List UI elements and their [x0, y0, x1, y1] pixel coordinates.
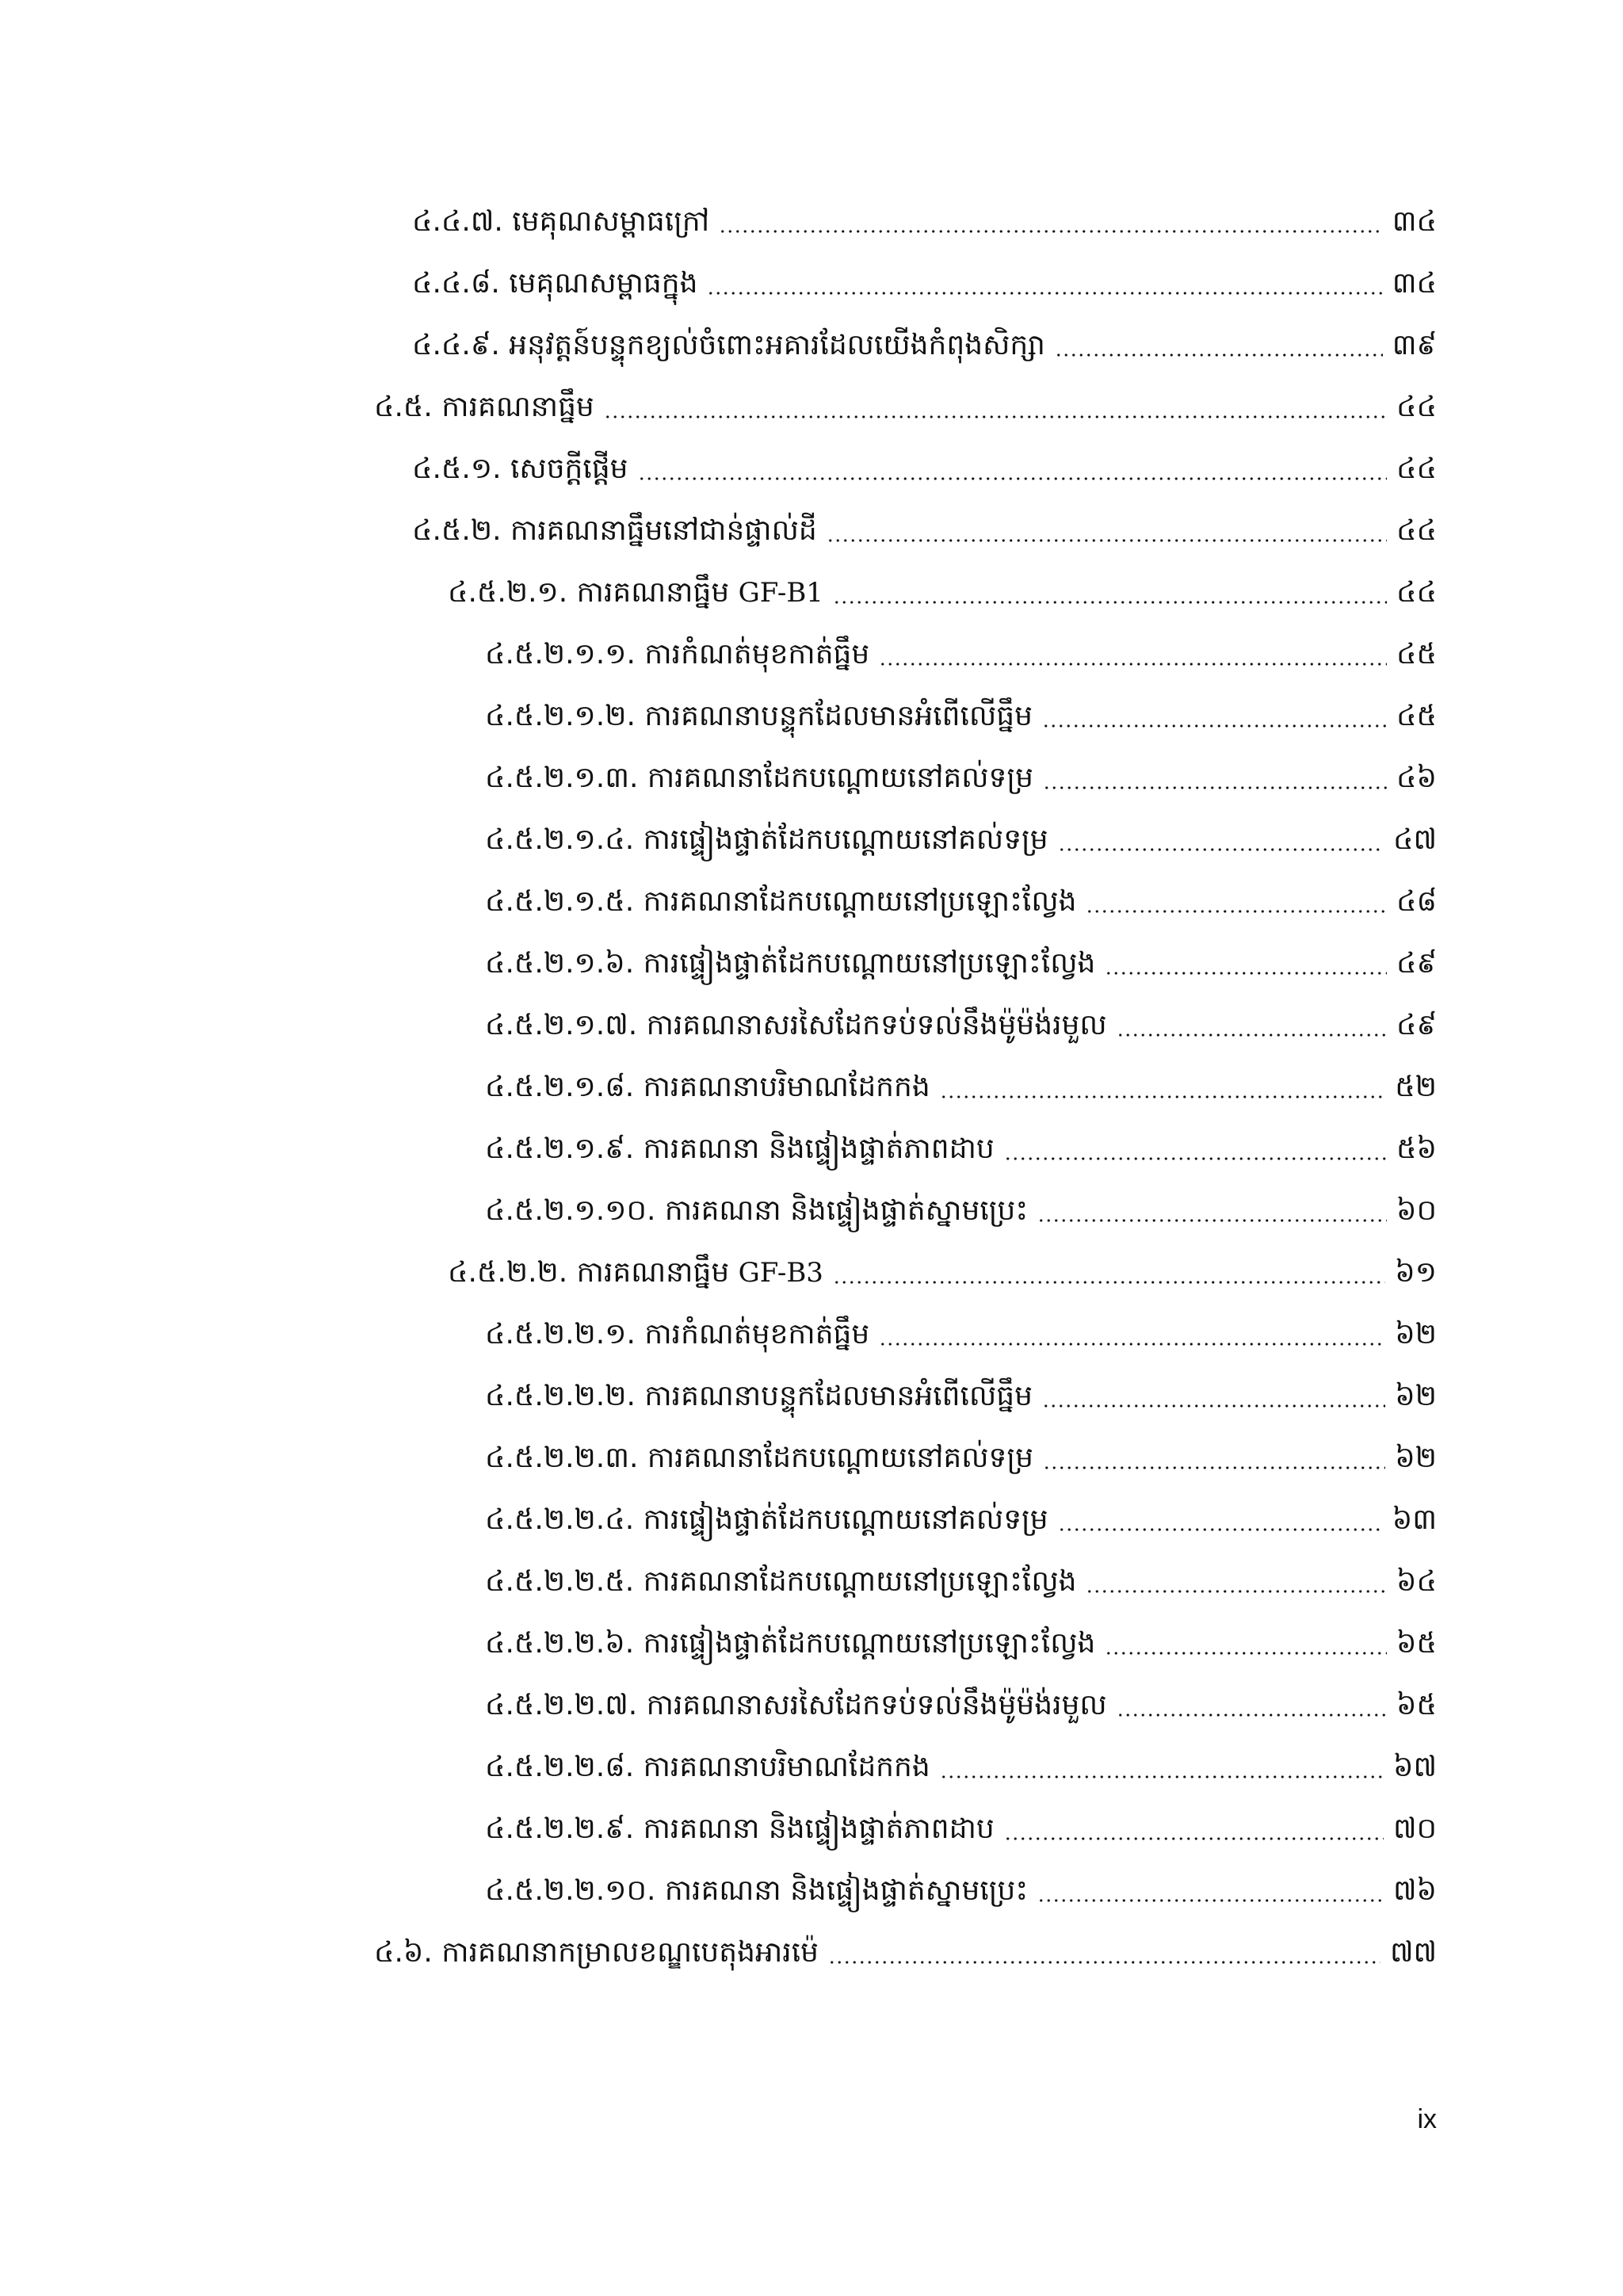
- toc-entry[interactable]: [412, 445, 1437, 493]
- toc-entry[interactable]: [485, 1558, 1437, 1606]
- toc-entry-page: ៥៦: [1396, 1133, 1437, 1165]
- dot-leader: [833, 1281, 1385, 1284]
- toc-entry[interactable]: [485, 1744, 1437, 1791]
- dot-leader: [1004, 1157, 1387, 1160]
- toc-entry-page: ៤៧: [1392, 823, 1437, 856]
- dot-leader: [1117, 1033, 1387, 1037]
- toc-entry-title: ៤.៥.២.១.៦. ការផ្ទៀងផ្ទាត់ដែកបណ្តោយនៅប្រឡោះល្វែង: [485, 947, 1096, 980]
- toc-entry-title: ៤.៥.២.១.២. ការគណនាបន្ទុកដែលមានអំពើលើធ្នឹម: [485, 700, 1033, 732]
- toc-entry-page: ៦៤: [1396, 1565, 1437, 1598]
- toc-entry-page: ៦៥: [1396, 1627, 1437, 1660]
- dot-leader: [1086, 1590, 1387, 1593]
- toc-entry-page: ៣៤: [1392, 267, 1437, 300]
- toc-entry[interactable]: [485, 1620, 1437, 1668]
- toc-entry[interactable]: [485, 1311, 1437, 1358]
- page-number: ix: [1417, 2104, 1437, 2134]
- toc-entry-title: ៤.៤.៨. មេគុណសម្ពាធក្នុង: [412, 267, 698, 300]
- toc-entry-title-latin: GF-B1: [738, 577, 823, 609]
- toc-entry-title: ៤.៤.៧. មេគុណសម្ពាធក្រៅ: [412, 205, 710, 238]
- toc-entry-title: ៤.៥.២.១.៩. ការគណនា និងផ្ទៀងផ្ទាត់ភាពដាប: [485, 1133, 995, 1165]
- toc-entry-title: [448, 1249, 823, 1297]
- toc-entry-title: ៤.៥.២.២.៥. ការគណនាដែកបណ្តោយនៅប្រឡោះល្វែង: [485, 1565, 1077, 1598]
- toc-entry[interactable]: [374, 1929, 1437, 1977]
- dot-leader: [1105, 972, 1387, 975]
- toc-entry[interactable]: [448, 1249, 1437, 1297]
- toc-entry-title: ៤.៥.២.១.៥. ការគណនាដែកបណ្តោយនៅប្រឡោះល្វែង: [485, 885, 1077, 918]
- toc-entry-page: ៤៥: [1396, 638, 1437, 670]
- toc-entry-title: ៤.៥.២.២.៧. ការគណនាសរសៃដែកទប់ទល់នឹងម៉ូម៉ង់រមួល: [485, 1689, 1107, 1721]
- toc-entry[interactable]: [485, 631, 1437, 678]
- dot-leader: [940, 1095, 1386, 1098]
- toc-entry[interactable]: [412, 260, 1437, 308]
- toc-entry-page: ៧៦: [1392, 1874, 1437, 1907]
- toc-entry-title: ៤.៥.២.២.៩. ការគណនា និងផ្ទៀងផ្ទាត់ភាពដាប: [485, 1813, 995, 1845]
- toc-entry[interactable]: [485, 693, 1437, 740]
- dot-leader: [833, 601, 1387, 604]
- toc-entry[interactable]: [485, 1373, 1437, 1420]
- toc-entry-title-khmer: ៤.៥.២.១. ការគណនាធ្នឹម: [448, 576, 739, 609]
- toc-entry-title: ៤.៥.២.១.៧. ការគណនាសរសៃដែកទប់ទល់នឹងម៉ូម៉ង់រមួល: [485, 1009, 1107, 1041]
- toc-entry-title: ៤.៥. ការគណនាធ្នឹម: [374, 391, 594, 423]
- dot-leader: [1042, 1404, 1385, 1408]
- toc-entry-title: ៤.៥.១. សេចក្តីផ្តើម: [412, 453, 628, 485]
- toc-entry[interactable]: [374, 384, 1437, 431]
- toc-entry[interactable]: [485, 1002, 1437, 1049]
- toc-entry-page: ៦៧: [1392, 1751, 1437, 1783]
- dot-leader: [604, 415, 1387, 418]
- dot-leader: [879, 1343, 1385, 1346]
- dot-leader: [1055, 353, 1383, 357]
- dot-leader: [638, 477, 1387, 480]
- toc-entry[interactable]: [485, 940, 1437, 988]
- toc-entry-page: ៣៤: [1392, 205, 1437, 238]
- toc-entry-title: ៤.៦. ការគណនាកម្រាលខណ្ឌបេតុងអារម៉េ: [374, 1936, 819, 1969]
- toc-entry-page: ៦២: [1395, 1442, 1437, 1474]
- toc-entry-title: ៤.៥.២.២.៦. ការផ្ទៀងផ្ទាត់ដែកបណ្តោយនៅប្រឡោះល្វែង: [485, 1627, 1096, 1660]
- toc-entry-title: ៤.៥.២.១.៤. ការផ្ទៀងផ្ទាត់ដែកបណ្តោយនៅគល់ទម្រ: [485, 823, 1048, 856]
- toc-entry[interactable]: [412, 322, 1437, 369]
- toc-entry-page: ៧០: [1392, 1813, 1437, 1845]
- toc-entry[interactable]: [485, 1187, 1437, 1235]
- toc-entry-page: ៤៤: [1396, 453, 1437, 485]
- toc-entry-title: ៤.៥.២.២.៤. ការផ្ទៀងផ្ទាត់ដែកបណ្តោយនៅគល់ទម្រ: [485, 1503, 1048, 1536]
- dot-leader: [828, 1961, 1381, 1964]
- toc-entry[interactable]: [412, 507, 1437, 555]
- dot-leader: [1105, 1652, 1387, 1655]
- dot-leader: [1037, 1219, 1387, 1222]
- toc-entry-title: ៤.៥.២.២.៣. ការគណនាដែកបណ្តោយនៅគល់ទម្រ: [485, 1442, 1033, 1474]
- dot-leader: [1042, 724, 1387, 728]
- toc-entry-title-latin: GF-B3: [738, 1257, 823, 1289]
- toc-entry-page: ៤៩: [1396, 947, 1437, 980]
- toc-entry-page: ៤៨: [1396, 885, 1437, 918]
- toc-entry-page: ៦២: [1395, 1318, 1437, 1350]
- toc-entry[interactable]: [485, 1682, 1437, 1729]
- toc-entry-title: ៤.៥.២. ការគណនាធ្នឹមនៅជាន់ផ្ទាល់ដី: [412, 514, 817, 547]
- toc-entry-page: ៥២: [1395, 1071, 1437, 1103]
- toc-entry-title: ៤.៥.២.២.២. ការគណនាបន្ទុកដែលមានអំពើលើធ្នឹម: [485, 1380, 1033, 1412]
- dot-leader: [1086, 910, 1387, 913]
- toc-entry-page: ៧៧: [1389, 1936, 1437, 1969]
- toc-entry[interactable]: [485, 816, 1437, 864]
- toc-entry-title: ៤.៥.២.១.១០. ការគណនា និងផ្ទៀងផ្ទាត់ស្នាមប្រេះ: [485, 1194, 1029, 1227]
- dot-leader: [940, 1775, 1384, 1778]
- dot-leader: [1043, 1466, 1385, 1469]
- toc-entry-page: ៦២: [1395, 1380, 1437, 1412]
- toc-entry[interactable]: [485, 1435, 1437, 1482]
- dot-leader: [1058, 1528, 1383, 1531]
- toc-entry-page: ៦៥: [1396, 1689, 1437, 1721]
- dot-leader: [1037, 1899, 1384, 1902]
- toc-entry[interactable]: [485, 1867, 1437, 1915]
- dot-leader: [719, 230, 1383, 233]
- dot-leader: [1058, 848, 1384, 851]
- toc-entry-title: ៤.៥.២.១.១. ការកំណត់មុខកាត់ធ្នឹម: [485, 638, 870, 670]
- toc-entry-title: ៤.៥.២.២.១. ការកំណត់មុខកាត់ធ្នឹម: [485, 1318, 870, 1350]
- toc-entry-title: ៤.៥.២.១.៨. ការគណនាបរិមាណដែកកង: [485, 1071, 930, 1103]
- toc-entry-page: ៤៤: [1396, 391, 1437, 423]
- toc-entry-title: ៤.៥.២.២.១០. ការគណនា និងផ្ទៀងផ្ទាត់ស្នាមប្រេះ: [485, 1874, 1029, 1907]
- toc-entry-title-khmer: ៤.៥.២.២. ការគណនាធ្នឹម: [448, 1256, 739, 1289]
- toc-entry[interactable]: [485, 755, 1437, 802]
- toc-entry[interactable]: [485, 878, 1437, 926]
- toc-entry-title: ៤.៤.៩. អនុវត្តន៍បន្ទុកខ្យល់ចំពោះអគារដែលយើងកំពុងសិក្សា: [412, 329, 1045, 361]
- toc-entry[interactable]: [412, 198, 1437, 246]
- dot-leader: [1117, 1713, 1387, 1717]
- toc-entry-page: ៤៤: [1396, 514, 1437, 547]
- toc-entry-page: ៤៩: [1396, 1009, 1437, 1041]
- dot-leader: [1004, 1837, 1384, 1840]
- toc-entry[interactable]: [485, 1064, 1437, 1111]
- toc-entry[interactable]: [485, 1496, 1437, 1544]
- toc-entry-page: ៦១: [1395, 1256, 1437, 1289]
- toc-entry-page: ៦០: [1396, 1194, 1437, 1227]
- toc-entry-title: [448, 569, 823, 617]
- toc-entry-page: ៤៦: [1396, 762, 1437, 794]
- toc-entry-page: ៦៣: [1392, 1503, 1437, 1536]
- toc-entry[interactable]: [485, 1805, 1437, 1853]
- dot-leader: [879, 663, 1387, 666]
- toc-entry-title: ៤.៥.២.២.៨. ការគណនាបរិមាណដែកកង: [485, 1751, 930, 1783]
- dot-leader: [827, 539, 1387, 542]
- toc-entry-page: ៤៤: [1396, 576, 1437, 609]
- toc-entry-page: ៤៥: [1396, 700, 1437, 732]
- toc-entry-page: ៣៩: [1392, 329, 1437, 361]
- toc-entry-title: ៤.៥.២.១.៣. ការគណនាដែកបណ្តោយនៅគល់ទម្រ: [485, 762, 1033, 794]
- dot-leader: [1043, 786, 1387, 789]
- dot-leader: [707, 292, 1382, 295]
- toc-entry[interactable]: [448, 569, 1437, 617]
- toc-entry[interactable]: [485, 1125, 1437, 1173]
